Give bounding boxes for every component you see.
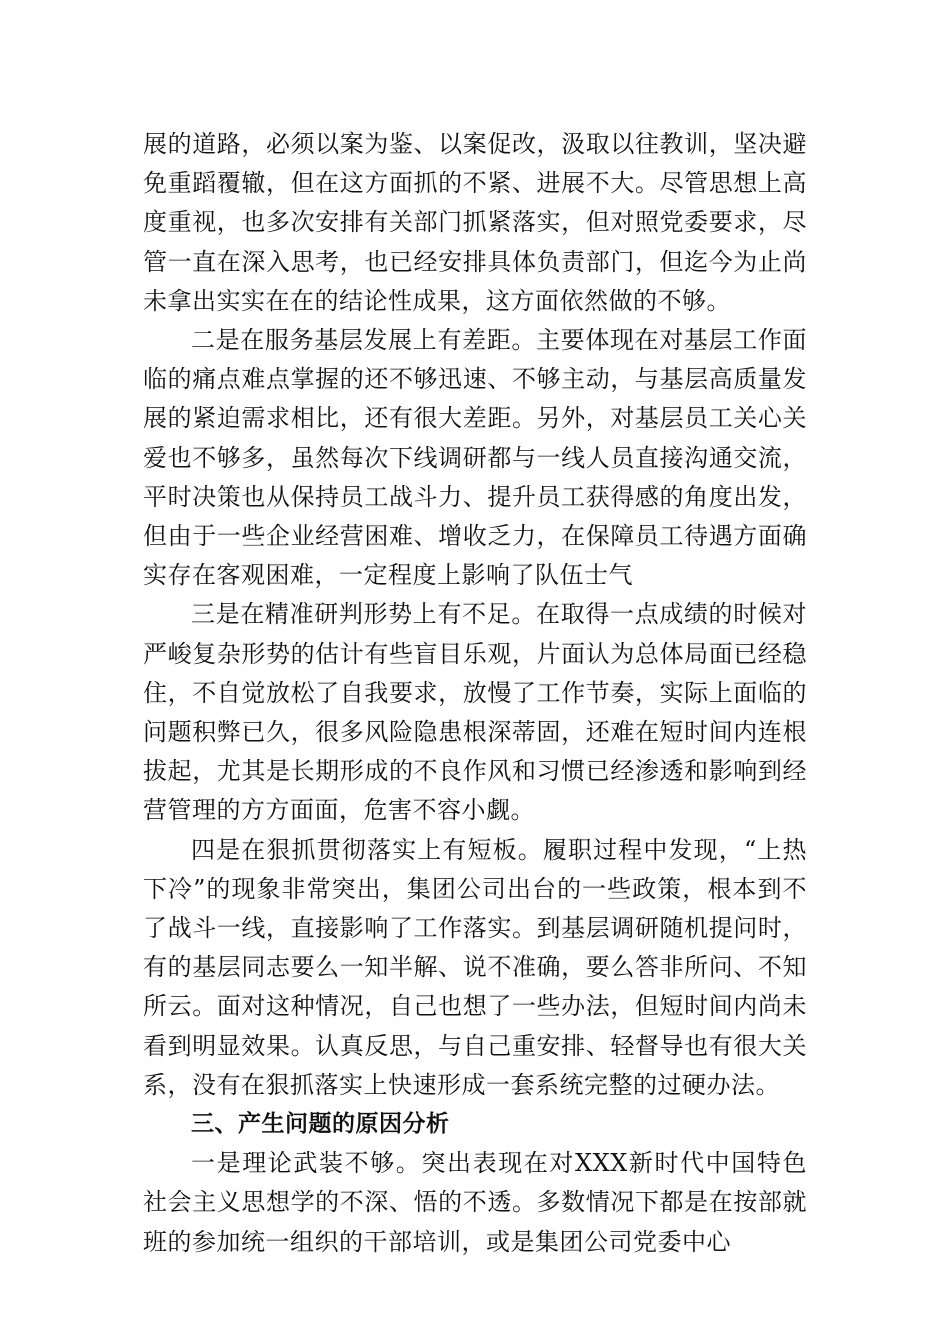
paragraph-situation-assessment: 三是在精准研判形势上有不足。在取得一点成绩的时候对严峻复杂形势的估计有些盲目乐观，片面认为总体局面已经稳住，不自觉放松了自我要求，放慢了工作节奏，实际上面临的问题积弊已久，很多风险隐患根深蒂固，还难在短时间内连根拔起，尤其是长期形成的不良作风和习惯已经渗透和影响到经营管理的方方面面，危害不容小觑。 xyxy=(143,600,807,825)
paragraph-continuation: 展的道路，必须以案为鉴、以案促改，汲取以往教训，坚决避免重蹈覆辙，但在这方面抓的不紧、进展不大。尽管思想上高度重视，也多次安排有关部门抓紧落实，但对照党委要求，尽管一直在深入思考，也已经安排具体负责部门，但迄今为止尚未拿出实实在在的结论性成果，这方面依然做的不够。 xyxy=(143,130,807,315)
section-heading: 三、产生问题的原因分析 xyxy=(191,1111,450,1138)
paragraph-implementation: 四是在狠抓贯彻落实上有短板。履职过程中发现，“上热下冷”的现象非常突出，集团公司出台的一些政策，根本到不了战斗一线，直接影响了工作落实。到基层调研随机提问时，有的基层同志要么一知半解、说不准确，要么答非所问、不知所云。面对这种情况，自己也想了一些办法，但短时间内尚未看到明显效果。认真反思，与自己重安排、轻督导也有很大关系，没有在狠抓落实上快速形成一套系统完整的过硬办法。 xyxy=(143,835,807,1099)
paragraph-theory: 一是理论武装不够。突出表现在对XXX新时代中国特色社会主义思想学的不深、悟的不透。多数情况下都是在按部就班的参加统一组织的干部培训，或是集团公司党委中心 xyxy=(143,1149,807,1256)
paragraph-grassroots-service: 二是在服务基层发展上有差距。主要体现在对基层工作面临的痛点难点掌握的还不够迅速、不够主动，与基层高质量发展的紧迫需求相比，还有很大差距。另外，对基层员工关心关爱也不够多，虽然每次下线调研都与一线人员直接沟通交流，平时决策也从保持员工战斗力、提升员工获得感的角度出发，但由于一些企业经营困难、增收乏力，在保障员工待遇方面确实存在客观困难，一定程度上影响了队伍士气 xyxy=(143,326,807,590)
document-page xyxy=(143,125,807,1262)
